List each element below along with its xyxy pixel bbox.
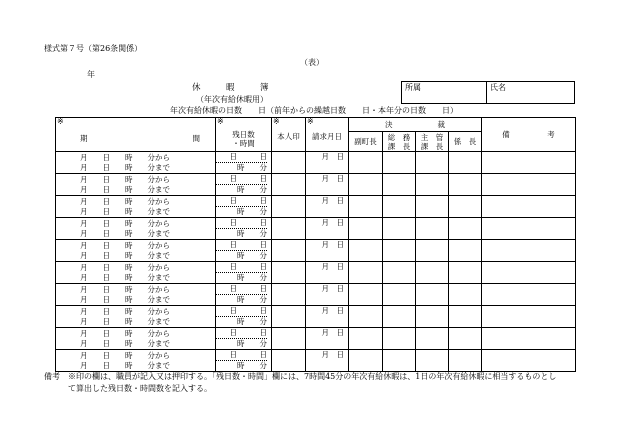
period-to: 月 日 時 分まで (80, 206, 170, 216)
deputy-mayor-header: 副町長 (349, 132, 383, 152)
section-chief-cell[interactable] (449, 152, 482, 174)
remaining-time: 時 分 (237, 251, 267, 260)
period-cell[interactable] (56, 218, 216, 240)
affiliation-box[interactable] (401, 81, 487, 104)
remaining-days: 日 日 (216, 350, 268, 361)
table-row (56, 152, 576, 174)
remaining-cell[interactable] (216, 350, 272, 372)
table-row (56, 284, 576, 306)
period-cell[interactable] (56, 350, 216, 372)
chief-cell[interactable] (416, 328, 449, 350)
deputy-mayor-cell[interactable] (349, 218, 383, 240)
seal-mark: ※ (273, 117, 280, 126)
period-to: 月 日 時 分まで (80, 184, 170, 194)
period-from: 月 日 時 分から (80, 328, 170, 338)
period-cell[interactable] (56, 262, 216, 284)
deputy-mayor-cell[interactable] (349, 284, 383, 306)
period-header (56, 118, 216, 152)
year-label: 年 (87, 70, 95, 79)
deputy-mayor-cell[interactable] (349, 350, 383, 372)
request-date: 月 日 (321, 350, 344, 359)
period-cell[interactable] (56, 284, 216, 306)
leave-table (55, 117, 576, 372)
table-row (56, 218, 576, 240)
chief-cell[interactable] (416, 240, 449, 262)
note-cell[interactable] (482, 174, 576, 196)
seal-cell[interactable] (272, 240, 306, 262)
section-chief-cell[interactable] (449, 196, 482, 218)
remark-line-1: 備考 ※印の欄は、職員が記入又は押印する。「残日数・時間」欄には、7時間45分の年次有給休暇は、1日の年次有給休暇に相当するものとし (44, 372, 557, 381)
general-affairs-header-2: 課 長 (387, 141, 411, 151)
form-number: 様式第７号（第26条関係） (44, 44, 143, 53)
remaining-time: 時 分 (237, 163, 267, 172)
deputy-mayor-cell[interactable] (349, 240, 383, 262)
seal-cell[interactable] (272, 350, 306, 372)
remaining-header-2: ・時間 (232, 138, 255, 148)
period-to: 月 日 時 分まで (80, 294, 170, 304)
period-from: 月 日 時 分から (80, 350, 170, 360)
seal-cell[interactable] (272, 174, 306, 196)
remaining-cell[interactable] (216, 218, 272, 240)
remaining-time: 時 分 (237, 185, 267, 194)
deputy-mayor-cell[interactable] (349, 306, 383, 328)
request-date: 月 日 (321, 174, 344, 183)
period-to: 月 日 時 分まで (80, 250, 170, 260)
general-affairs-cell[interactable] (383, 284, 416, 306)
period-from: 月 日 時 分から (80, 218, 170, 228)
chief-header (416, 132, 449, 152)
general-affairs-cell[interactable] (383, 240, 416, 262)
note-cell[interactable] (482, 328, 576, 350)
general-affairs-cell[interactable] (383, 350, 416, 372)
request-date: 月 日 (321, 328, 344, 337)
table-row (56, 328, 576, 350)
period-header-label: 期 間 (80, 133, 200, 143)
remaining-cell[interactable] (216, 152, 272, 174)
remaining-cell[interactable] (216, 174, 272, 196)
remaining-days: 日 日 (216, 218, 268, 229)
page-subtitle: （年次有給休暇用） (196, 95, 268, 104)
seal-header (272, 118, 306, 152)
general-affairs-cell[interactable] (383, 174, 416, 196)
period-cell[interactable] (56, 174, 216, 196)
seal-cell[interactable] (272, 284, 306, 306)
chief-cell[interactable] (416, 218, 449, 240)
leave-days-line: 年次有給休暇の日数 日（前年からの繰越日数 日・本年分の日数 日） (170, 106, 458, 115)
period-to: 月 日 時 分まで (80, 272, 170, 282)
period-cell[interactable] (56, 152, 216, 174)
remaining-days: 日 日 (216, 196, 268, 207)
note-cell[interactable] (482, 262, 576, 284)
period-cell[interactable] (56, 328, 216, 350)
request-date: 月 日 (321, 240, 344, 249)
page-title: 休 暇 簿 (192, 83, 269, 93)
general-affairs-header (383, 132, 416, 152)
remaining-cell[interactable] (216, 240, 272, 262)
note-header: 備 考 (482, 118, 576, 152)
section-chief-cell[interactable] (449, 174, 482, 196)
table-row (56, 196, 576, 218)
period-cell[interactable] (56, 240, 216, 262)
seal-cell[interactable] (272, 328, 306, 350)
chief-cell[interactable] (416, 196, 449, 218)
remaining-cell[interactable] (216, 196, 272, 218)
remaining-days: 日 日 (216, 174, 268, 185)
period-from: 月 日 時 分から (80, 174, 170, 184)
general-affairs-cell[interactable] (383, 306, 416, 328)
section-chief-cell[interactable] (449, 240, 482, 262)
note-cell[interactable] (482, 306, 576, 328)
remaining-days: 日 日 (216, 152, 268, 163)
period-to: 月 日 時 分まで (80, 360, 170, 370)
remaining-time: 時 分 (237, 273, 267, 282)
chief-cell[interactable] (416, 306, 449, 328)
request-mark: ※ (307, 117, 314, 126)
request-cell[interactable] (306, 284, 349, 306)
remaining-time: 時 分 (237, 317, 267, 326)
remaining-days: 日 日 (216, 306, 268, 317)
note-cell[interactable] (482, 152, 576, 174)
section-chief-cell[interactable] (449, 328, 482, 350)
table-row (56, 174, 576, 196)
chief-header-1: 主 管 (420, 132, 444, 142)
period-from: 月 日 時 分から (80, 262, 170, 272)
chief-cell[interactable] (416, 152, 449, 174)
remaining-cell[interactable] (216, 306, 272, 328)
remaining-days: 日 日 (216, 284, 268, 295)
request-cell[interactable] (306, 196, 349, 218)
table-body (56, 152, 576, 372)
chief-cell[interactable] (416, 262, 449, 284)
remaining-cell[interactable] (216, 328, 272, 350)
request-cell[interactable] (306, 306, 349, 328)
request-cell[interactable] (306, 262, 349, 284)
deputy-mayor-cell[interactable] (349, 196, 383, 218)
remaining-header (216, 118, 272, 152)
request-cell[interactable] (306, 152, 349, 174)
deputy-mayor-cell[interactable] (349, 328, 383, 350)
section-chief-cell[interactable] (449, 262, 482, 284)
seal-cell[interactable] (272, 306, 306, 328)
note-cell[interactable] (482, 218, 576, 240)
section-chief-cell[interactable] (449, 218, 482, 240)
section-chief-cell[interactable] (449, 350, 482, 372)
period-to: 月 日 時 分まで (80, 316, 170, 326)
section-chief-cell[interactable] (449, 306, 482, 328)
period-from: 月 日 時 分から (80, 306, 170, 316)
remaining-cell[interactable] (216, 284, 272, 306)
affiliation-label: 所属 (405, 83, 421, 92)
decision-header: 決 裁 (349, 118, 482, 132)
seal-cell[interactable] (272, 262, 306, 284)
note-cell[interactable] (482, 240, 576, 262)
period-from: 月 日 時 分から (80, 240, 170, 250)
general-affairs-cell[interactable] (383, 196, 416, 218)
section-chief-header: 係 長 (449, 132, 482, 152)
remaining-time: 時 分 (237, 295, 267, 304)
period-cell[interactable] (56, 196, 216, 218)
section-chief-cell[interactable] (449, 284, 482, 306)
seal-cell[interactable] (272, 152, 306, 174)
seal-cell[interactable] (272, 196, 306, 218)
chief-cell[interactable] (416, 350, 449, 372)
name-box[interactable] (486, 81, 575, 104)
note-cell[interactable] (482, 284, 576, 306)
remaining-time: 時 分 (237, 361, 267, 370)
side-label: （表） (300, 58, 324, 67)
period-from: 月 日 時 分から (80, 196, 170, 206)
general-affairs-cell[interactable] (383, 152, 416, 174)
period-mark: ※ (57, 117, 64, 126)
remaining-days: 日 日 (216, 328, 268, 339)
chief-header-2: 課 長 (420, 141, 444, 151)
remarks (44, 371, 556, 394)
chief-cell[interactable] (416, 174, 449, 196)
seal-cell[interactable] (272, 218, 306, 240)
request-date: 月 日 (321, 262, 344, 271)
table-row (56, 262, 576, 284)
remaining-mark: ※ (217, 117, 224, 126)
deputy-mayor-cell[interactable] (349, 152, 383, 174)
period-to: 月 日 時 分まで (80, 228, 170, 238)
request-header (306, 118, 349, 152)
remaining-time: 時 分 (237, 339, 267, 348)
request-date: 月 日 (321, 306, 344, 315)
request-cell[interactable] (306, 218, 349, 240)
deputy-mayor-cell[interactable] (349, 174, 383, 196)
period-to: 月 日 時 分まで (80, 338, 170, 348)
remark-line-2: て算出した残日数・時間数を記入する。 (68, 383, 212, 393)
period-from: 月 日 時 分から (80, 284, 170, 294)
table-row (56, 306, 576, 328)
request-cell[interactable] (306, 240, 349, 262)
request-header-label: 請求月日 (312, 132, 342, 141)
deputy-mayor-cell[interactable] (349, 262, 383, 284)
general-affairs-header-1: 総 務 (387, 132, 411, 142)
chief-cell[interactable] (416, 284, 449, 306)
note-cell[interactable] (482, 350, 576, 372)
general-affairs-cell[interactable] (383, 328, 416, 350)
request-date: 月 日 (321, 152, 344, 161)
period-from: 月 日 時 分から (80, 152, 170, 162)
seal-header-label: 本人印 (277, 132, 300, 141)
remaining-days: 日 日 (216, 240, 268, 251)
general-affairs-cell[interactable] (383, 262, 416, 284)
request-cell[interactable] (306, 328, 349, 350)
request-cell[interactable] (306, 174, 349, 196)
request-date: 月 日 (321, 196, 344, 205)
table-row (56, 350, 576, 372)
general-affairs-cell[interactable] (383, 218, 416, 240)
table-row (56, 240, 576, 262)
period-cell[interactable] (56, 306, 216, 328)
remaining-days: 日 日 (216, 262, 268, 273)
remaining-header-1: 残日数 (232, 129, 255, 139)
request-date: 月 日 (321, 284, 344, 293)
remaining-time: 時 分 (237, 207, 267, 216)
note-cell[interactable] (482, 196, 576, 218)
remaining-cell[interactable] (216, 262, 272, 284)
request-cell[interactable] (306, 350, 349, 372)
name-label: 氏名 (490, 83, 506, 92)
request-date: 月 日 (321, 218, 344, 227)
remaining-time: 時 分 (237, 229, 267, 238)
period-to: 月 日 時 分まで (80, 162, 170, 172)
